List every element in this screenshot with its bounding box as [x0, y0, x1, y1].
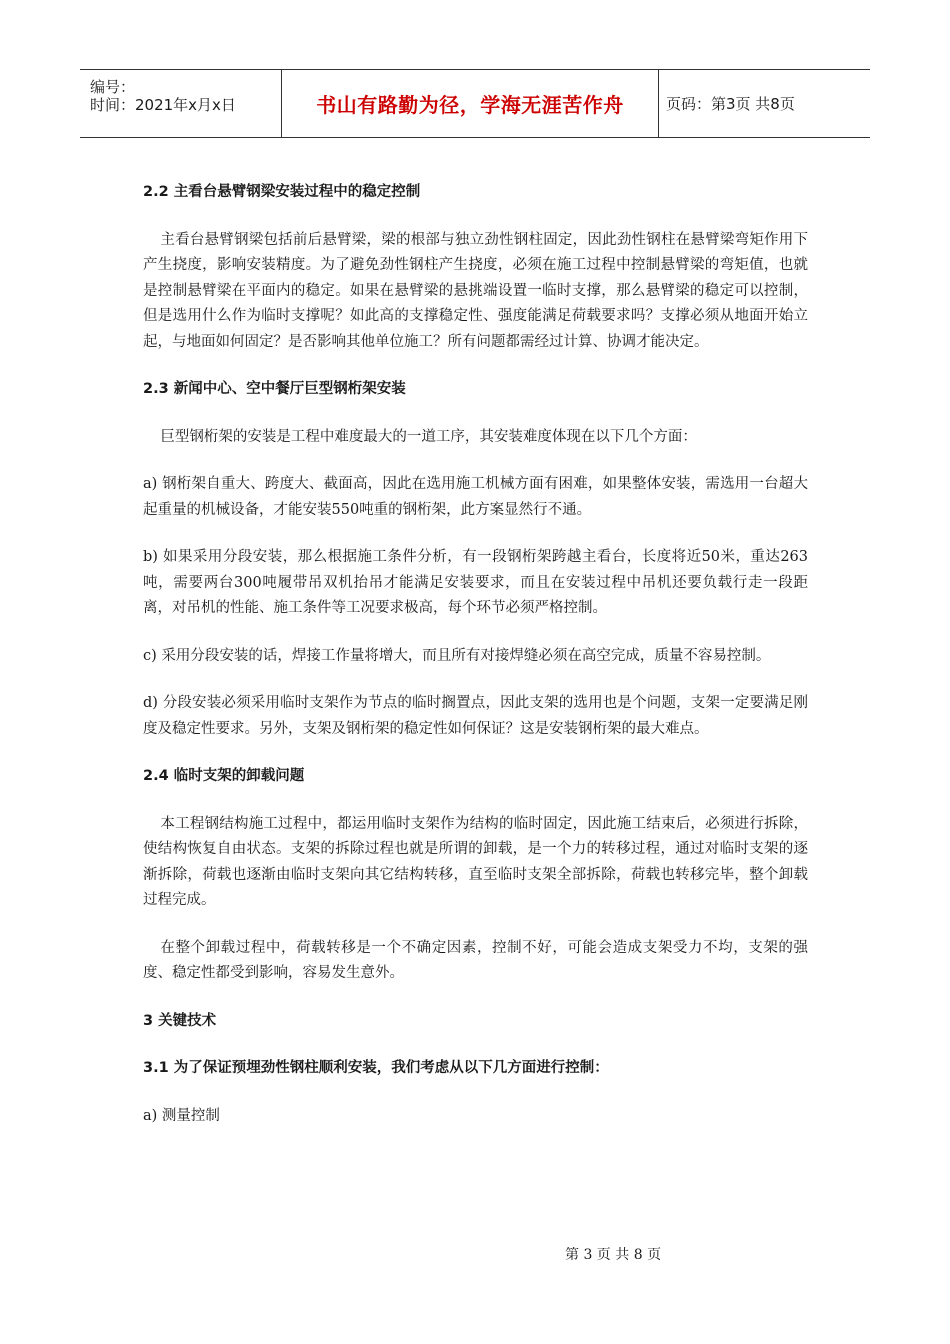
motto-text: 书山有路勤为径，学海无涯苦作舟 [316, 93, 624, 117]
section-2-3-intro: 巨型钢桁架的安装是工程中难度最大的一道工序，其安装难度体现在以下几个方面： [160, 428, 697, 445]
section-3-1-title: 3.1 为了保证预埋劲性钢柱顺利安装，我们考虑从以下几方面进行控制： [143, 1060, 609, 1076]
section-2-3-item-c: c) 采用分段安装的话，焊接工作量将增大，而且所有对接焊缝必须在高空完成，质量不容易控制。 [143, 647, 771, 664]
number-label: 编号： [90, 78, 136, 96]
section-2-4-title: 2.4 临时支架的卸载问题 [143, 768, 305, 784]
document-body [143, 180, 808, 1151]
date-label: 时间：2021年x月x日 [90, 96, 236, 114]
footer-page-number: 第 3 页 共 8 页 [565, 1247, 662, 1263]
section-3-title: 3 关键技术 [143, 1012, 217, 1029]
page-header [80, 69, 870, 138]
section-3-1-item-a: a) 测量控制 [143, 1107, 220, 1124]
section-2-3-title: 2.3 新闻中心、空中餐厅巨型钢桁架安装 [143, 381, 406, 397]
section-2-2-title: 2.2 主看台悬臂钢梁安装过程中的稳定控制 [143, 184, 421, 200]
section-2-3-item-b: b) 如果采用分段安装，那么根据施工条件分析，有一段钢桁架跨越主看台，长度将近50米，重达263吨，需要两台300吨履带吊双机抬吊才能满足安装要求，而且在安装过程中吊机还要负载行走一段距离，对吊机的性能、施工条件等工况要求极高，每个环节必须严格控制。 [143, 549, 808, 616]
section-2-4-paragraph-2: 在整个卸载过程中，荷载转移是一个不确定因素，控制不好，可能会造成支架受力不均，支架的强度、稳定性都受到影响，容易发生意外。 [143, 939, 808, 981]
section-2-3-item-d: d) 分段安装必须采用临时支架作为节点的临时搁置点，因此支架的选用也是个问题，支架一定要满足刚度及稳定性要求。另外，支架及钢桁架的稳定性如何保证？这是安装钢桁架的最大难点。 [143, 695, 808, 737]
header-motto-cell [281, 70, 659, 137]
header-meta [80, 70, 280, 137]
page-number-label: 页码：第3页 共8页 [666, 95, 795, 113]
section-2-4-paragraph-1: 本工程钢结构施工过程中，都运用临时支架作为结构的临时固定，因此施工结束后，必须进行拆除，使结构恢复自由状态。支架的拆除过程也就是所谓的卸载，是一个力的转移过程，通过对临时支架的逐渐拆除，荷载也逐渐由临时支架向其它结构转移，直至临时支架全部拆除，荷载也转移完毕，整个卸载过程完成。 [143, 815, 808, 908]
section-2-2-paragraph: 主看台悬臂钢梁包括前后悬臂梁，梁的根部与独立劲性钢柱固定，因此劲性钢柱在悬臂梁弯矩作用下产生挠度，影响安装精度。为了避免劲性钢柱产生挠度，必须在施工过程中控制悬臂梁的弯矩值，也就是控制悬臂梁在平面内的稳定。如果在悬臂梁的悬挑端设置一临时支撑，那么悬臂梁的稳定可以控制，但是选用什么作为临时支撑呢？如此高的支撑稳定性、强度能满足荷载要求吗？支撑必须从地面开始立起，与地面如何固定？是否影响其他单位施工？所有问题都需经过计算、协调才能决定。 [143, 231, 808, 350]
section-2-3-item-a: a) 钢桁架自重大、跨度大、截面高，因此在选用施工机械方面有困难，如果整体安装，需选用一台超大起重量的机械设备，才能安装550吨重的钢桁架，此方案显然行不通。 [143, 476, 808, 518]
